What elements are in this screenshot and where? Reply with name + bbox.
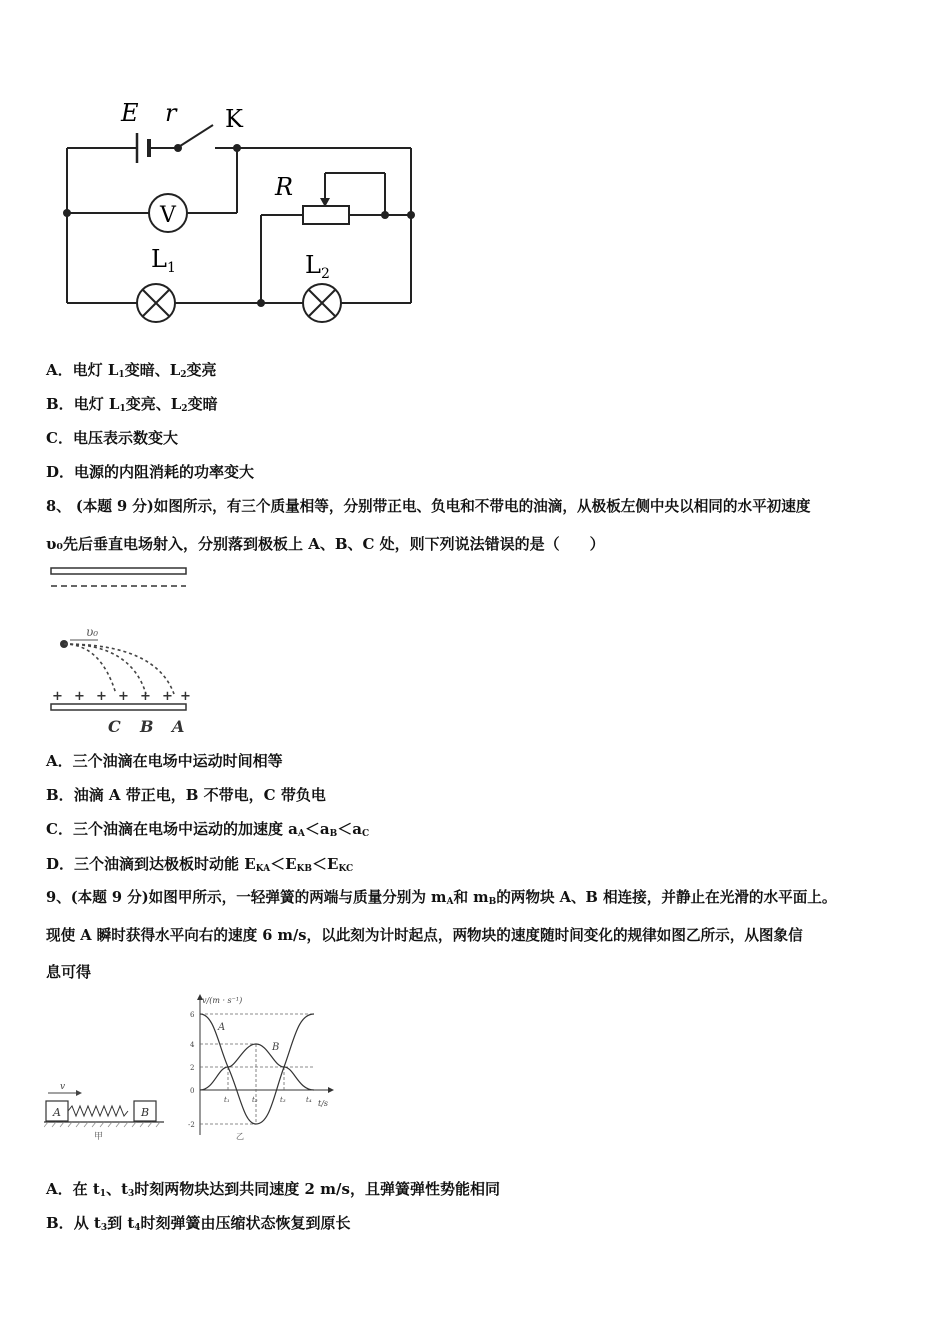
ytick-6: 6: [190, 1011, 195, 1019]
curve-B-label: B: [272, 1042, 280, 1053]
q7-option-b: B．电灯 $L_1$变亮、$L_2$变暗: [46, 395, 218, 414]
q9-option-a: A．在 $t_1$、$t_3$时刻两物块达到共同速度 2 m/s，且弹簧弹性势能相同: [46, 1180, 500, 1199]
label-r: r: [165, 99, 177, 127]
svg-text:+: +: [74, 689, 85, 704]
label-R: R: [275, 173, 294, 201]
label-C: C: [108, 717, 121, 736]
label-E: E: [121, 99, 139, 127]
ytick-4: 4: [190, 1041, 195, 1049]
block-A-label: A: [53, 1106, 61, 1119]
velocity-time-graph: [184, 990, 344, 1142]
svg-text:+: +: [96, 689, 107, 704]
q9-stem-line2: 现使 A 瞬时获得水平向右的速度 6 m/s，以此刻为计时起点，两物块的速度随时间变化的规律如图乙所示，从图象信: [46, 927, 803, 944]
label-L2: $L_2$: [305, 251, 330, 282]
v-label: v: [60, 1082, 66, 1092]
label-L1: $L_1$: [151, 245, 176, 276]
svg-text:+: +: [180, 689, 191, 704]
q9-stem-line1: 9、(本题 9 分)如图甲所示，一轻弹簧的两端与质量分别为 $m_A$和 $m_B$的两物块 A、B 相连接，并静止在光滑的水平面上。: [46, 889, 837, 907]
xtick-t3: t₃: [280, 1096, 286, 1104]
q8-option-d: D．三个油滴到达极板时动能 $E_{KA}<E_{KB}<E_{KC}$: [46, 855, 354, 874]
v0-label: υ₀: [86, 625, 99, 639]
xtick-t1: t₁: [224, 1096, 230, 1104]
oil-drop-figure: [46, 562, 196, 740]
xtick-t4: t₄: [306, 1096, 312, 1104]
svg-text:+: +: [118, 689, 129, 704]
circuit-diagram: [55, 95, 435, 335]
q8-option-c: C．三个油滴在电场中运动的加速度 $a_A<a_B<a_C$: [46, 820, 370, 839]
graph-ylabel: v/(m · s⁻¹): [202, 996, 243, 1005]
q7-option-d: D．电源的内阻消耗的功率变大: [46, 463, 255, 481]
caption-yi: 乙: [236, 1132, 244, 1141]
q8-option-a: A．三个油滴在电场中运动时间相等: [46, 752, 283, 770]
svg-text:+: +: [140, 689, 151, 704]
q8-stem-line1: 8、 (本题 9 分)如图所示，有三个质量相等，分别带正电、负电和不带电的油滴，从极板左侧中央以相同的水平初速度: [46, 498, 811, 515]
label-B: B: [140, 717, 154, 736]
label-K: K: [225, 105, 243, 133]
block-B-label: B: [141, 1106, 150, 1119]
ytick-neg2: -2: [188, 1121, 195, 1129]
q8-option-b: B．油滴 A 带正电，B 不带电，C 带负电: [46, 786, 326, 804]
q8-stem-line2: υ₀先后垂直电场射入，分别落到极板上 A、B、C 处，则下列说法错误的是（ ）: [46, 535, 605, 553]
ytick-2: 2: [190, 1064, 195, 1072]
graph-xlabel: t/s: [318, 1099, 329, 1108]
q7-option-c: C．电压表示数变大: [46, 429, 178, 447]
q9-option-b: B．从 $t_3$到 $t_4$时刻弹簧由压缩状态恢复到原长: [46, 1214, 351, 1233]
spring-blocks-figure: [44, 1075, 174, 1145]
curve-A-label: A: [218, 1022, 226, 1033]
label-A: A: [172, 717, 185, 736]
plus-signs: [52, 689, 191, 704]
svg-text:+: +: [162, 689, 173, 704]
q7-option-a: A．电灯 $L_1$变暗、$L_2$变亮: [46, 361, 217, 380]
svg-text:+: +: [52, 689, 63, 704]
xtick-t2: t₂: [252, 1096, 258, 1104]
label-V: V: [160, 203, 176, 228]
caption-jia: 甲: [94, 1132, 104, 1142]
q9-stem-line3: 息可得: [46, 963, 92, 981]
ytick-0: 0: [190, 1087, 195, 1095]
